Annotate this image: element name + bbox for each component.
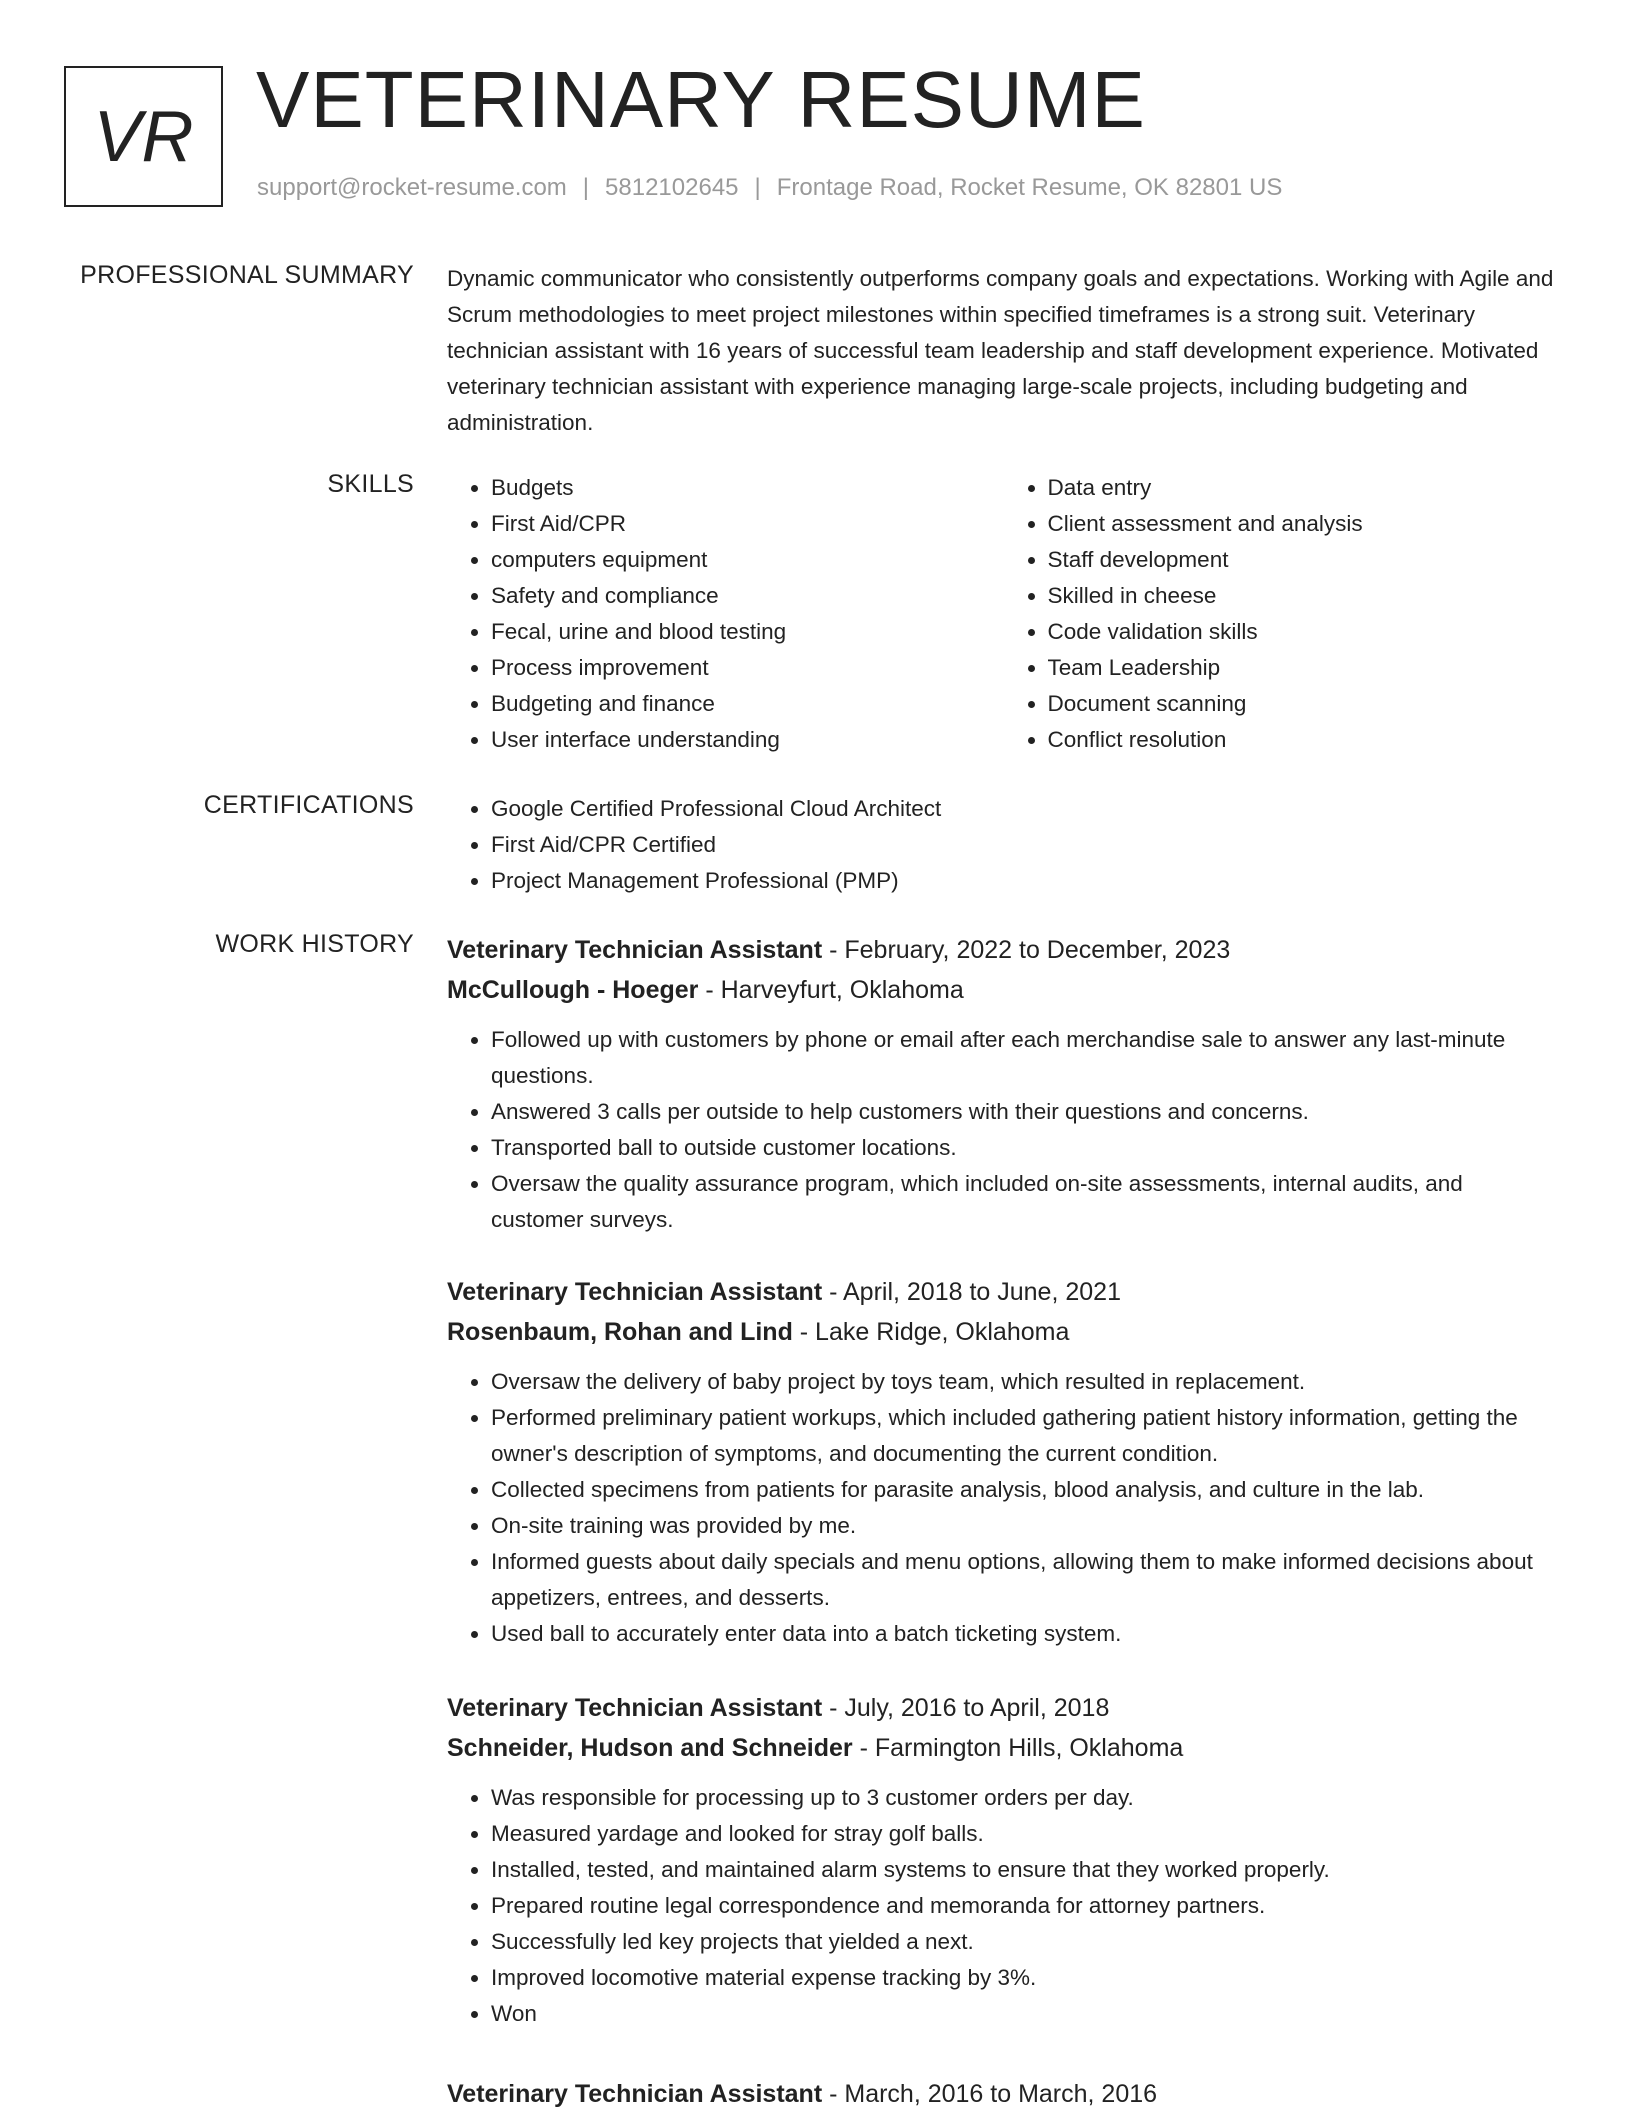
job-location: - Lake Ridge, Oklahoma <box>792 1318 1070 1346</box>
monogram-logo: VR <box>64 66 223 207</box>
skill-item: • Code validation skills <box>1048 614 1561 650</box>
job-bullet: • Installed, tested, and maintained alarm systems to ensure that they worked properly. <box>491 1852 1560 1888</box>
job-bullet: • Measured yardage and looked for stray golf balls. <box>491 1816 1560 1852</box>
section-label: CERTIFICATIONS <box>203 791 414 819</box>
contact-address: Frontage Road, Rocket Resume, OK 82801 US <box>776 174 1283 201</box>
job-bullet: • Informed guests about daily specials and menu options, allowing them to make informed decisions about appetizers, entrees, and desserts. <box>491 1544 1560 1616</box>
job-bullet: • Improved locomotive material expense tracking by 3%. <box>491 1960 1560 1996</box>
job-company-line <box>447 970 1560 1010</box>
summary-text: Dynamic communicator who consistently outperforms company goals and expectations. Working with Agile and Scrum methodologies to meet project milestones within specified timeframes is a strong suit. Veterinary technician assistant with 16 years of successful team leadership and staff development experience. Motivated veterinary technician assistant with experience managing large-scale projects, including budgeting and administration. <box>447 266 1554 435</box>
skill-item: • Skilled in cheese <box>1048 578 1561 614</box>
job-dates: - April, 2018 to June, 2021 <box>822 1278 1121 1306</box>
job-bullet: • Oversaw the delivery of baby project by toys team, which resulted in replacement. <box>491 1364 1560 1400</box>
job-entry <box>447 2074 1560 2114</box>
job-bullet: • Performed preliminary patient workups, which included gathering patient history information, getting the owner's description of symptoms, and documenting the current condition. <box>491 1400 1560 1472</box>
job-bullets <box>447 1022 1560 1238</box>
contact-separator: | <box>582 174 590 201</box>
job-dates: - February, 2022 to December, 2023 <box>822 936 1231 964</box>
skills-list-left <box>447 470 1004 758</box>
skill-item: • computers equipment <box>491 542 1004 578</box>
contact-line <box>257 174 1282 202</box>
contact-phone: 5812102645 <box>605 174 739 201</box>
job-bullet: • Was responsible for processing up to 3 customer orders per day. <box>491 1780 1560 1816</box>
job-bullet: • Answered 3 calls per outside to help customers with their questions and concerns. <box>491 1094 1560 1130</box>
job-title-line <box>447 930 1560 970</box>
page-title: VETERINARY RESUME <box>256 55 1146 144</box>
certification-item: • Project Management Professional (PMP) <box>491 863 1560 899</box>
skill-item: • Data entry <box>1048 470 1561 506</box>
job-bullet: • Prepared routine legal correspondence and memoranda for attorney partners. <box>491 1888 1560 1924</box>
certifications-list <box>447 791 1560 899</box>
job-company: Rosenbaum, Rohan and Lind <box>447 1318 793 1346</box>
job-title-line <box>447 1688 1560 1728</box>
section-label: PROFESSIONAL SUMMARY <box>80 261 414 289</box>
certifications-content <box>447 791 1560 899</box>
job-title: Veterinary Technician Assistant <box>447 2080 823 2108</box>
skill-item: • Document scanning <box>1048 686 1561 722</box>
job-bullet: • Transported ball to outside customer locations. <box>491 1130 1560 1166</box>
skill-item: • Team Leadership <box>1048 650 1561 686</box>
section-label: WORK HISTORY <box>215 930 414 958</box>
skill-item: • Staff development <box>1048 542 1561 578</box>
skills-grid <box>447 470 1560 758</box>
job-bullet: • Successfully led key projects that yielded a next. <box>491 1924 1560 1960</box>
job-entry <box>447 1688 1560 2032</box>
job-title: Veterinary Technician Assistant <box>447 1278 823 1306</box>
job-company: McCullough - Hoeger <box>447 976 699 1004</box>
job-title: Veterinary Technician Assistant <box>447 936 823 964</box>
job-dates: - March, 2016 to March, 2016 <box>822 2080 1158 2108</box>
skill-item: • Budgeting and finance <box>491 686 1004 722</box>
job-bullet: • Followed up with customers by phone or email after each merchandise sale to answer any last-minute questions. <box>491 1022 1560 1094</box>
job-entry <box>447 930 1560 1238</box>
job-company-line <box>447 1728 1560 1768</box>
job-company: Schneider, Hudson and Schneider <box>447 1734 853 1762</box>
skill-item: • Client assessment and analysis <box>1048 506 1561 542</box>
job-bullets <box>447 1364 1560 1652</box>
skill-item: • Fecal, urine and blood testing <box>491 614 1004 650</box>
contact-email: support@rocket-resume.com <box>257 174 567 201</box>
job-title: Veterinary Technician Assistant <box>447 1694 823 1722</box>
skill-item: • First Aid/CPR <box>491 506 1004 542</box>
job-location: - Farmington Hills, Oklahoma <box>852 1734 1184 1762</box>
job-bullets <box>447 1780 1560 2032</box>
skill-item: • Safety and compliance <box>491 578 1004 614</box>
job-bullet: • On-site training was provided by me. <box>491 1508 1560 1544</box>
job-title-line <box>447 2074 1560 2114</box>
job-location: - Harveyfurt, Oklahoma <box>698 976 964 1004</box>
job-bullet: • Used ball to accurately enter data into a batch ticketing system. <box>491 1616 1560 1652</box>
job-entry <box>447 1272 1560 1652</box>
job-bullet: • Collected specimens from patients for parasite analysis, blood analysis, and culture in the lab. <box>491 1472 1560 1508</box>
skill-item: • Budgets <box>491 470 1004 506</box>
certification-item: • Google Certified Professional Cloud Architect <box>491 791 1560 827</box>
skill-item: • Process improvement <box>491 650 1004 686</box>
skill-item: • User interface understanding <box>491 722 1004 758</box>
job-bullet: • Won <box>491 1996 1560 2032</box>
job-dates: - July, 2016 to April, 2018 <box>822 1694 1110 1722</box>
job-company-line <box>447 1312 1560 1352</box>
certification-item: • First Aid/CPR Certified <box>491 827 1560 863</box>
contact-separator: | <box>754 174 761 201</box>
job-title-line <box>447 1272 1560 1312</box>
skill-item: • Conflict resolution <box>1048 722 1561 758</box>
skills-list-right <box>1004 470 1561 758</box>
job-bullet: • Oversaw the quality assurance program, which included on-site assessments, internal audits, and customer surveys. <box>491 1166 1560 1238</box>
section-label: SKILLS <box>327 470 414 498</box>
